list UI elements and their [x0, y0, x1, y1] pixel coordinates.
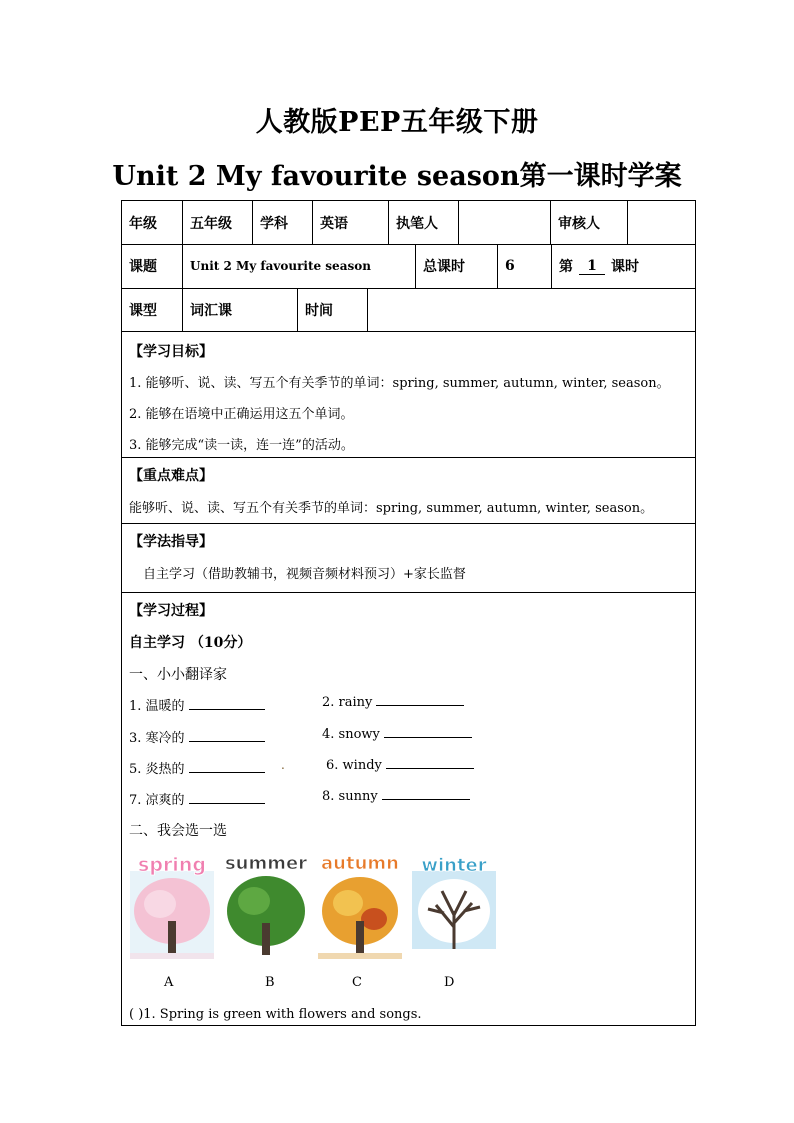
lesson-plan-table: [121, 200, 696, 1026]
grade-label: 年级: [122, 201, 183, 244]
method-section: [122, 523, 695, 593]
autumn-ground: [318, 953, 402, 959]
winter-label: winter: [421, 855, 487, 876]
translation-prompt: 5. 炎热的: [129, 762, 185, 777]
translation-prompt: 7. 凉爽的: [129, 793, 185, 808]
translation-item: [322, 727, 472, 742]
objective-item: 3. 能够完成“读一读，连一连”的活动。: [129, 438, 354, 453]
answer-blank[interactable]: [386, 768, 474, 769]
answer-blank[interactable]: [189, 772, 265, 773]
reviewer-label: 审核人: [551, 201, 628, 244]
winter-ground: [412, 949, 496, 959]
spring-label: spring: [138, 854, 206, 876]
answer-blank[interactable]: [382, 799, 470, 800]
type-value: 词汇课: [183, 288, 298, 331]
translation-prompt: 1. 温暖的: [129, 699, 185, 714]
translation-item: [129, 727, 265, 746]
option-c: C: [352, 975, 362, 990]
spring-tree-image: [130, 849, 214, 959]
info-row-2: [122, 244, 695, 289]
autumn-leaves-highlight: [333, 890, 363, 916]
translation-item: [129, 695, 265, 714]
answer-blank[interactable]: [189, 803, 265, 804]
title-line-2: Unit 2 My favourite season第一课时学案: [112, 161, 682, 192]
time-value[interactable]: [368, 288, 695, 331]
reviewer-value[interactable]: [628, 201, 695, 244]
author-label: 执笔人: [389, 201, 459, 244]
lesson-number-value[interactable]: 1: [579, 258, 605, 275]
question-1: ( )1. Spring is green with flowers and songs.: [129, 1007, 422, 1022]
option-b: B: [265, 975, 275, 990]
part1-heading: 一、小小翻译家: [129, 667, 227, 683]
answer-blank[interactable]: [384, 737, 472, 738]
subject-label: 学科: [253, 201, 313, 244]
key-points-section: [122, 457, 695, 524]
grade-value: 五年级: [183, 201, 253, 244]
total-lessons-value: 6: [498, 244, 552, 288]
subject-value: 英语: [313, 201, 389, 244]
lesson-suffix: 课时: [611, 259, 639, 275]
time-label: 时间: [298, 288, 368, 331]
process-section: [122, 592, 695, 1025]
translation-item: [129, 758, 265, 777]
objectives-section: [122, 331, 695, 458]
translation-prompt: 4. snowy: [322, 727, 380, 742]
summer-tree-image: [224, 849, 308, 959]
objective-item: 2. 能够在语境中正确运用这五个单词。: [129, 407, 354, 422]
translation-item: [322, 789, 470, 804]
method-heading: 【学法指导】: [129, 534, 213, 550]
translation-item: [322, 695, 464, 710]
translation-prompt: 2. rainy: [322, 695, 373, 710]
translation-prompt: 8. sunny: [322, 789, 378, 804]
answer-blank[interactable]: [376, 705, 464, 706]
option-a: A: [164, 975, 174, 990]
spring-leaves-highlight: [144, 890, 176, 918]
summer-trunk: [262, 923, 270, 955]
spring-ground: [130, 953, 214, 959]
summer-label: summer: [224, 853, 308, 874]
self-study-heading: 自主学习 （10分）: [129, 635, 252, 651]
info-row-3: [122, 288, 695, 332]
spring-trunk: [168, 921, 176, 953]
lesson-number: [552, 244, 695, 288]
author-value[interactable]: [459, 201, 551, 244]
autumn-leaves-shadow: [361, 908, 387, 930]
lesson-prefix: 第: [559, 259, 573, 275]
answer-blank[interactable]: [189, 741, 265, 742]
objectives-heading: 【学习目标】: [129, 344, 213, 360]
translation-prompt: 6. windy: [326, 758, 382, 773]
autumn-label: autumn: [321, 853, 399, 874]
total-lessons-label: 总课时: [416, 244, 498, 288]
title-line-1: 人教版PEP五年级下册: [255, 107, 539, 138]
translation-item: [326, 758, 474, 773]
method-text: 自主学习（借助教辅书，视频音频材料预习）+家长监督: [143, 567, 466, 582]
stray-dot: .: [281, 758, 285, 772]
autumn-trunk: [356, 921, 364, 953]
summer-leaves-highlight: [238, 887, 270, 915]
topic-value: Unit 2 My favourite season: [183, 244, 416, 288]
topic-label: 课题: [122, 244, 183, 288]
objective-item: 1. 能够听、说、读、写五个有关季节的单词：spring, summer, autumn, winter, season。: [129, 376, 670, 391]
info-row-1: [122, 201, 695, 245]
autumn-tree-image: [318, 849, 402, 959]
translation-prompt: 3. 寒冷的: [129, 731, 185, 746]
process-heading: 【学习过程】: [129, 603, 213, 619]
option-d: D: [444, 975, 455, 990]
answer-blank[interactable]: [189, 709, 265, 710]
type-label: 课型: [122, 288, 183, 331]
key-points-heading: 【重点难点】: [129, 468, 213, 484]
translation-item: [129, 789, 265, 808]
winter-tree-image: [412, 849, 496, 959]
part2-heading: 二、我会选一选: [129, 823, 227, 839]
key-points-text: 能够听、说、读、写五个有关季节的单词：spring, summer, autumn, winter, season。: [129, 501, 654, 516]
